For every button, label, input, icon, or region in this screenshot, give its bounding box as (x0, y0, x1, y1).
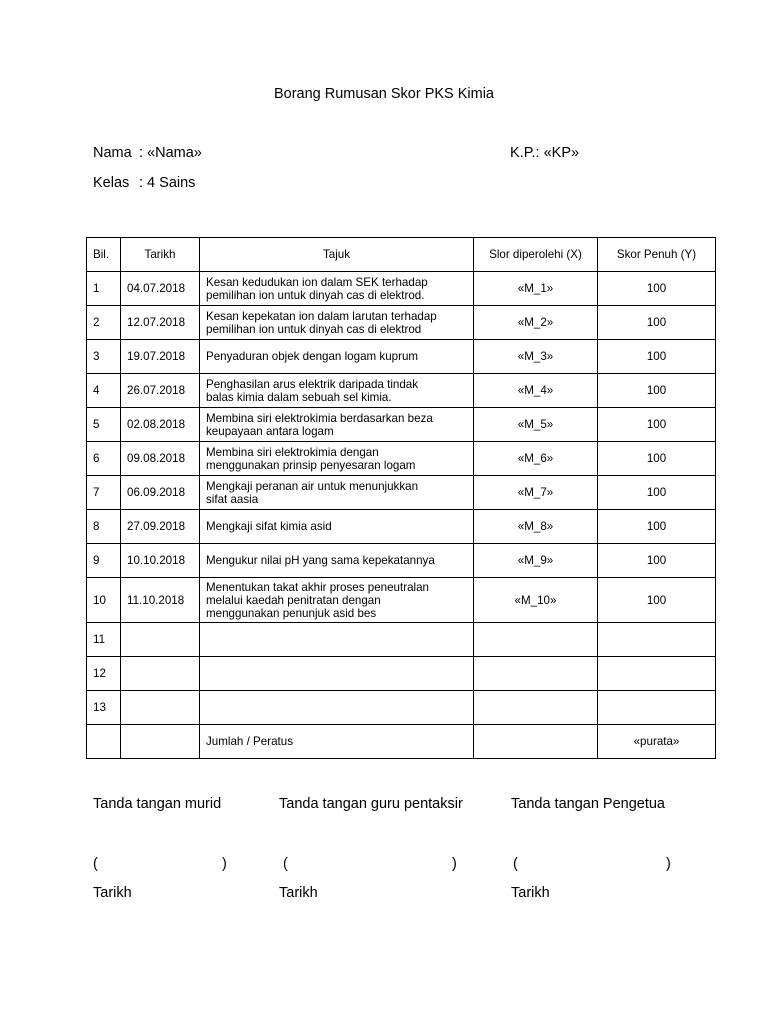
summary-label: Jumlah / Peratus (200, 725, 474, 759)
summary-empty-cell (87, 725, 121, 759)
tajuk-line: pemilihan ion untuk dinyah cas di elektrod. (206, 288, 425, 302)
table-row (87, 442, 716, 476)
header-bil: Bil. (87, 238, 121, 272)
row-tarikh: 26.07.2018 (121, 374, 200, 408)
row-tarikh: 19.07.2018 (121, 340, 200, 374)
tajuk-line: Membina siri elektrokimia berdasarkan beza (206, 411, 433, 425)
table-row (87, 340, 716, 374)
row-bil: 9 (87, 544, 121, 578)
kelas-field (93, 175, 195, 191)
sig-date-guru: Tarikh (279, 885, 318, 901)
row-tarikh: 11.10.2018 (121, 578, 200, 623)
table-row (87, 544, 716, 578)
row-tarikh: 06.09.2018 (121, 476, 200, 510)
summary-empty-cell (474, 725, 598, 759)
row-tajuk (200, 578, 474, 623)
row-score-x: «M_1» (474, 272, 598, 306)
row-score-y: 100 (598, 306, 716, 340)
sig-date-murid: Tarikh (93, 885, 132, 901)
row-tajuk (200, 476, 474, 510)
sig-open-paren-pengetua: ( (513, 856, 518, 872)
row-bil: 13 (87, 691, 121, 725)
summary-row (87, 725, 716, 759)
row-score-y (598, 691, 716, 725)
tajuk-line: Mengkaji peranan air untuk menunjukkan (206, 479, 419, 493)
row-bil: 12 (87, 657, 121, 691)
summary-value: «purata» (598, 725, 716, 759)
row-score-x: «M_2» (474, 306, 598, 340)
row-tarikh: 09.08.2018 (121, 442, 200, 476)
row-tajuk (200, 306, 474, 340)
header-tarikh: Tarikh (121, 238, 200, 272)
row-score-y: 100 (598, 374, 716, 408)
row-bil: 4 (87, 374, 121, 408)
sig-open-paren-murid: ( (93, 856, 98, 872)
tajuk-line: Mengukur nilai pH yang sama kepekatannya (206, 554, 435, 567)
tajuk-line: menggunakan penunjuk asid bes (206, 606, 377, 620)
sig-close-paren-murid: ) (222, 856, 227, 872)
sig-date-pengetua: Tarikh (511, 885, 550, 901)
table-row (87, 476, 716, 510)
table-row (87, 306, 716, 340)
row-bil: 8 (87, 510, 121, 544)
row-tarikh (121, 623, 200, 657)
row-tarikh (121, 657, 200, 691)
kp-field (510, 145, 579, 161)
tajuk-line: Kesan kepekatan ion dalam larutan terhadap (206, 309, 437, 323)
row-score-y: 100 (598, 510, 716, 544)
summary-empty-cell (121, 725, 200, 759)
row-bil: 2 (87, 306, 121, 340)
row-bil: 5 (87, 408, 121, 442)
tajuk-line: Penyaduran objek dengan logam kuprum (206, 350, 419, 363)
row-score-y: 100 (598, 272, 716, 306)
sig-open-paren-guru: ( (283, 856, 288, 872)
row-tajuk (200, 442, 474, 476)
row-tajuk (200, 408, 474, 442)
table-header-row (87, 238, 716, 272)
form-title: Borang Rumusan Skor PKS Kimia (273, 86, 494, 102)
row-tajuk (200, 374, 474, 408)
row-score-x: «M_5» (474, 408, 598, 442)
row-tajuk (200, 544, 474, 578)
row-score-y: 100 (598, 408, 716, 442)
sig-label-guru: Tanda tangan guru pentaksir (279, 796, 463, 812)
tajuk-line: balas kimia dalam sebuah sel kimia. (206, 390, 392, 404)
row-tarikh (121, 691, 200, 725)
row-score-y: 100 (598, 442, 716, 476)
kelas-label: Kelas (93, 175, 130, 191)
row-bil: 1 (87, 272, 121, 306)
nama-label: Nama (93, 145, 132, 161)
row-score-x: «M_9» (474, 544, 598, 578)
row-tajuk (200, 510, 474, 544)
row-tarikh: 27.09.2018 (121, 510, 200, 544)
header-score-y: Skor Penuh (Y) (598, 238, 716, 272)
table-row (87, 374, 716, 408)
table-row (87, 578, 716, 623)
row-score-x: «M_4» (474, 374, 598, 408)
table-row (87, 272, 716, 306)
row-bil: 6 (87, 442, 121, 476)
row-score-x: «M_8» (474, 510, 598, 544)
header-tajuk: Tajuk (200, 238, 474, 272)
row-tajuk (200, 691, 474, 725)
kp-label: K.P.: (510, 145, 540, 161)
table-row (87, 623, 716, 657)
kp-value: «KP» (543, 145, 580, 161)
row-score-y: 100 (598, 476, 716, 510)
table-row (87, 510, 716, 544)
tajuk-line: sifat aasia (206, 492, 259, 506)
row-tajuk (200, 657, 474, 691)
row-score-x (474, 657, 598, 691)
row-score-y (598, 623, 716, 657)
tajuk-line: Menentukan takat akhir proses peneutralan (206, 580, 429, 594)
row-tajuk (200, 340, 474, 374)
header-score-x: Slor diperolehi (X) (474, 238, 598, 272)
nama-value: : «Nama» (139, 145, 202, 161)
sig-close-paren-pengetua: ) (666, 856, 671, 872)
row-score-y: 100 (598, 578, 716, 623)
row-score-y: 100 (598, 544, 716, 578)
row-score-x: «M_3» (474, 340, 598, 374)
row-tarikh: 12.07.2018 (121, 306, 200, 340)
tajuk-line: Membina siri elektrokimia dengan (206, 445, 379, 459)
tajuk-line: Kesan kedudukan ion dalam SEK terhadap (206, 275, 428, 289)
row-score-x (474, 623, 598, 657)
sig-label-pengetua: Tanda tangan Pengetua (511, 796, 665, 812)
tajuk-line: melalui kaedah penitratan dengan (206, 593, 381, 607)
row-bil: 3 (87, 340, 121, 374)
tajuk-line: Penghasilan arus elektrik daripada tindak (206, 377, 419, 391)
tajuk-line: menggunakan prinsip penyesaran logam (206, 458, 416, 472)
table-row (87, 657, 716, 691)
row-score-x: «M_7» (474, 476, 598, 510)
row-bil: 7 (87, 476, 121, 510)
row-tajuk (200, 623, 474, 657)
row-score-x (474, 691, 598, 725)
table-row (87, 408, 716, 442)
row-tajuk (200, 272, 474, 306)
row-tarikh: 04.07.2018 (121, 272, 200, 306)
kelas-value: : 4 Sains (139, 175, 196, 191)
row-score-x: «M_10» (474, 578, 598, 623)
tajuk-line: pemilihan ion untuk dinyah cas di elektrod (206, 322, 422, 336)
row-tarikh: 10.10.2018 (121, 544, 200, 578)
tajuk-line: keupayaan antara logam (206, 424, 334, 438)
score-table (86, 237, 716, 759)
row-score-y (598, 657, 716, 691)
tajuk-line: Mengkaji sifat kimia asid (206, 520, 332, 533)
sig-label-murid: Tanda tangan murid (93, 796, 222, 812)
row-bil: 10 (87, 578, 121, 623)
row-bil: 11 (87, 623, 121, 657)
row-score-y: 100 (598, 340, 716, 374)
nama-field (93, 145, 202, 161)
sig-close-paren-guru: ) (452, 856, 457, 872)
row-score-x: «M_6» (474, 442, 598, 476)
row-tarikh: 02.08.2018 (121, 408, 200, 442)
table-row (87, 691, 716, 725)
